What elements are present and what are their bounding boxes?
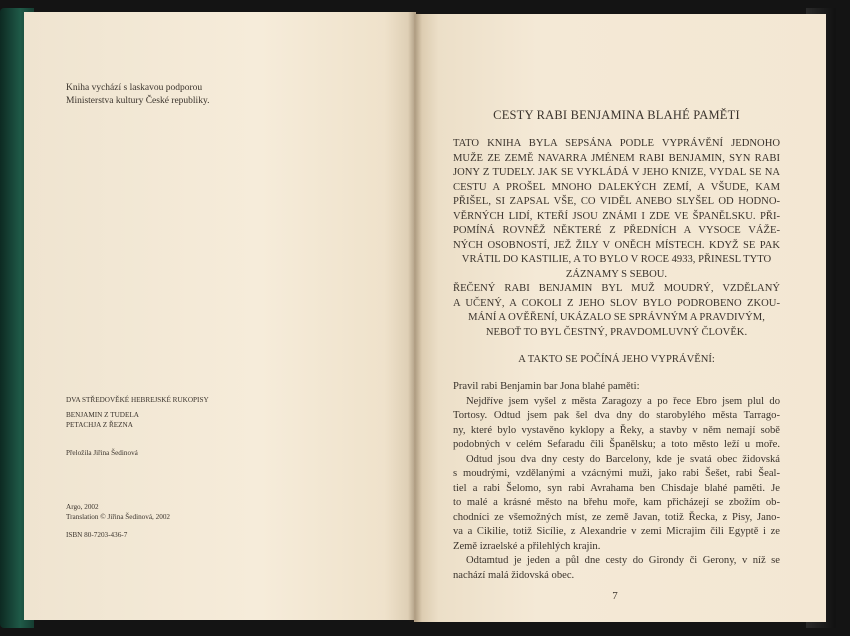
body-line: ny, které bylo vystavěno kyklopy a Řeky, a stavby v něm nemají sobě bbox=[453, 424, 780, 436]
book-gutter bbox=[408, 12, 422, 622]
isbn: ISBN 80-7203-436-7 bbox=[66, 531, 128, 539]
intro-line: CESTU A PROŠEL MNOHO DALEKÝCH ZEMÍ, A VŠUDE, KAM bbox=[453, 181, 780, 193]
work-title: BENJAMIN Z TUDELA bbox=[66, 411, 139, 419]
body-line: tiel a rabi Šelomo, syn rabi Avrahama ben Chisdaje blahé paměti. Je bbox=[453, 482, 780, 494]
intro-line: NEBOŤ TO BYL ČESTNÝ, PRAVDOMLUVNÝ ČLOVĚK. bbox=[485, 326, 748, 338]
chapter-title: CESTY RABI BENJAMINA BLAHÉ PAMĚTI bbox=[493, 108, 740, 122]
intro-line: PŘIŠEL, SI ZAPSAL VŠE, CO VIDĚL ANEBO SLYŠEL OD HODNO- bbox=[453, 196, 780, 207]
work-title: PETACHJA Z ŘEZNA bbox=[66, 421, 133, 429]
support-note-line: Kniha vychází s laskavou podporou bbox=[66, 83, 203, 93]
section-subheading: A TAKTO SE POČÍNÁ JEHO VYPRÁVĚNÍ: bbox=[518, 354, 715, 365]
translator-credit: Přeložila Jiřina Šedinová bbox=[66, 449, 138, 457]
body-line: Nejdříve jsem vyšel z města Zaragozy a po řece Ebro jsem plul do bbox=[466, 395, 780, 407]
page-number: 7 bbox=[612, 590, 618, 602]
body-line: s moudrými, vzdělanými a vzácnými muži, jako rabi Šešet, rabi Šeal- bbox=[453, 468, 780, 479]
intro-line: POMÍNÁ ROVNĚŽ NĚKTERÉ Z PŘEDNÍCH A VYSOCE VÁŽE- bbox=[453, 225, 780, 236]
body-line: va a Cikilie, totiž Sicílie, z Alexandrie v zemi Micrajim čili Egyptě i ze bbox=[453, 526, 780, 537]
intro-line: VRÁTIL DO KASTILIE, A TO BYLO V ROCE 4933, PŘINESL TYTO bbox=[461, 254, 772, 265]
body-line: Tortosy. Odtud jsem pak šel dva dny do starobylého města Tarrago- bbox=[453, 410, 780, 421]
body-line: to malé a krásné město na břehu moře, kam přicházejí se zbožím ob- bbox=[453, 497, 780, 508]
intro-line: A UČENÝ, A COKOLI Z JEHO SLOV BYLO PODROBENO ZKOU- bbox=[453, 297, 780, 309]
intro-line: TATO KNIHA BYLA SEPSÁNA PODLE VYPRÁVĚNÍ JEDNOHO bbox=[453, 138, 780, 149]
intro-line: MUŽE ZE ZEMĚ NAVARRA JMÉNEM RABI BENJAMIN, SYN RABI bbox=[453, 152, 780, 164]
series-title: DVA STŘEDOVĚKÉ HEBREJSKÉ RUKOPISY bbox=[66, 396, 209, 404]
support-note-line: Ministerstva kultury České republiky. bbox=[66, 96, 210, 106]
body-line: chodníci ze všemožných míst, ze země Javan, totiž Řecka, z Pisy, Jano- bbox=[453, 511, 780, 523]
intro-line: MÁNÍ A OVĚŘENÍ, UKÁZALO SE SPRÁVNÝM A PRAVDIVÝM, bbox=[468, 312, 765, 323]
intro-line: ZÁZNAMY S SEBOU. bbox=[565, 268, 668, 280]
intro-line: JONY Z TUDELY. JAK SE VYKLÁDÁ V JEHO KNIZE, VYDAL SE NA bbox=[453, 167, 780, 178]
copyright-line: Translation © Jiřina Šedinová, 2002 bbox=[66, 513, 171, 521]
body-line: Pravil rabi Benjamin bar Jona blahé paměti: bbox=[453, 381, 640, 392]
intro-line: ŘEČENÝ RABI BENJAMIN BYL MUŽ MOUDRÝ, VZDĚLANÝ bbox=[453, 283, 780, 294]
body-line: podobných v celém Sefaradu čili Španělsku; a toto město leží u moře. bbox=[453, 439, 780, 450]
body-line: nachází malá židovská obec. bbox=[453, 569, 575, 581]
body-line: Odtud jsou dva dny cesty do Barcelony, kde je svatá obec židovská bbox=[466, 453, 780, 465]
body-line: Odtamtud je jeden a půl dne cesty do Girondy či Gerony, v níž se bbox=[466, 555, 780, 566]
intro-line: VĚRNÝCH LIDÍ, KTEŘÍ JSOU ZNÁMI I ZDE VE ŠPANĚLSKU. PŘI- bbox=[453, 210, 780, 222]
intro-line: NÝCH OSOBNOSTÍ, JEŽ ŽILY V ONĚCH MÍSTECH. KDYŽ SE PAK bbox=[453, 239, 780, 251]
body-line: Země izraelské a přilehlých krajin. bbox=[453, 540, 601, 552]
publisher-line: Argo, 2002 bbox=[66, 503, 99, 511]
